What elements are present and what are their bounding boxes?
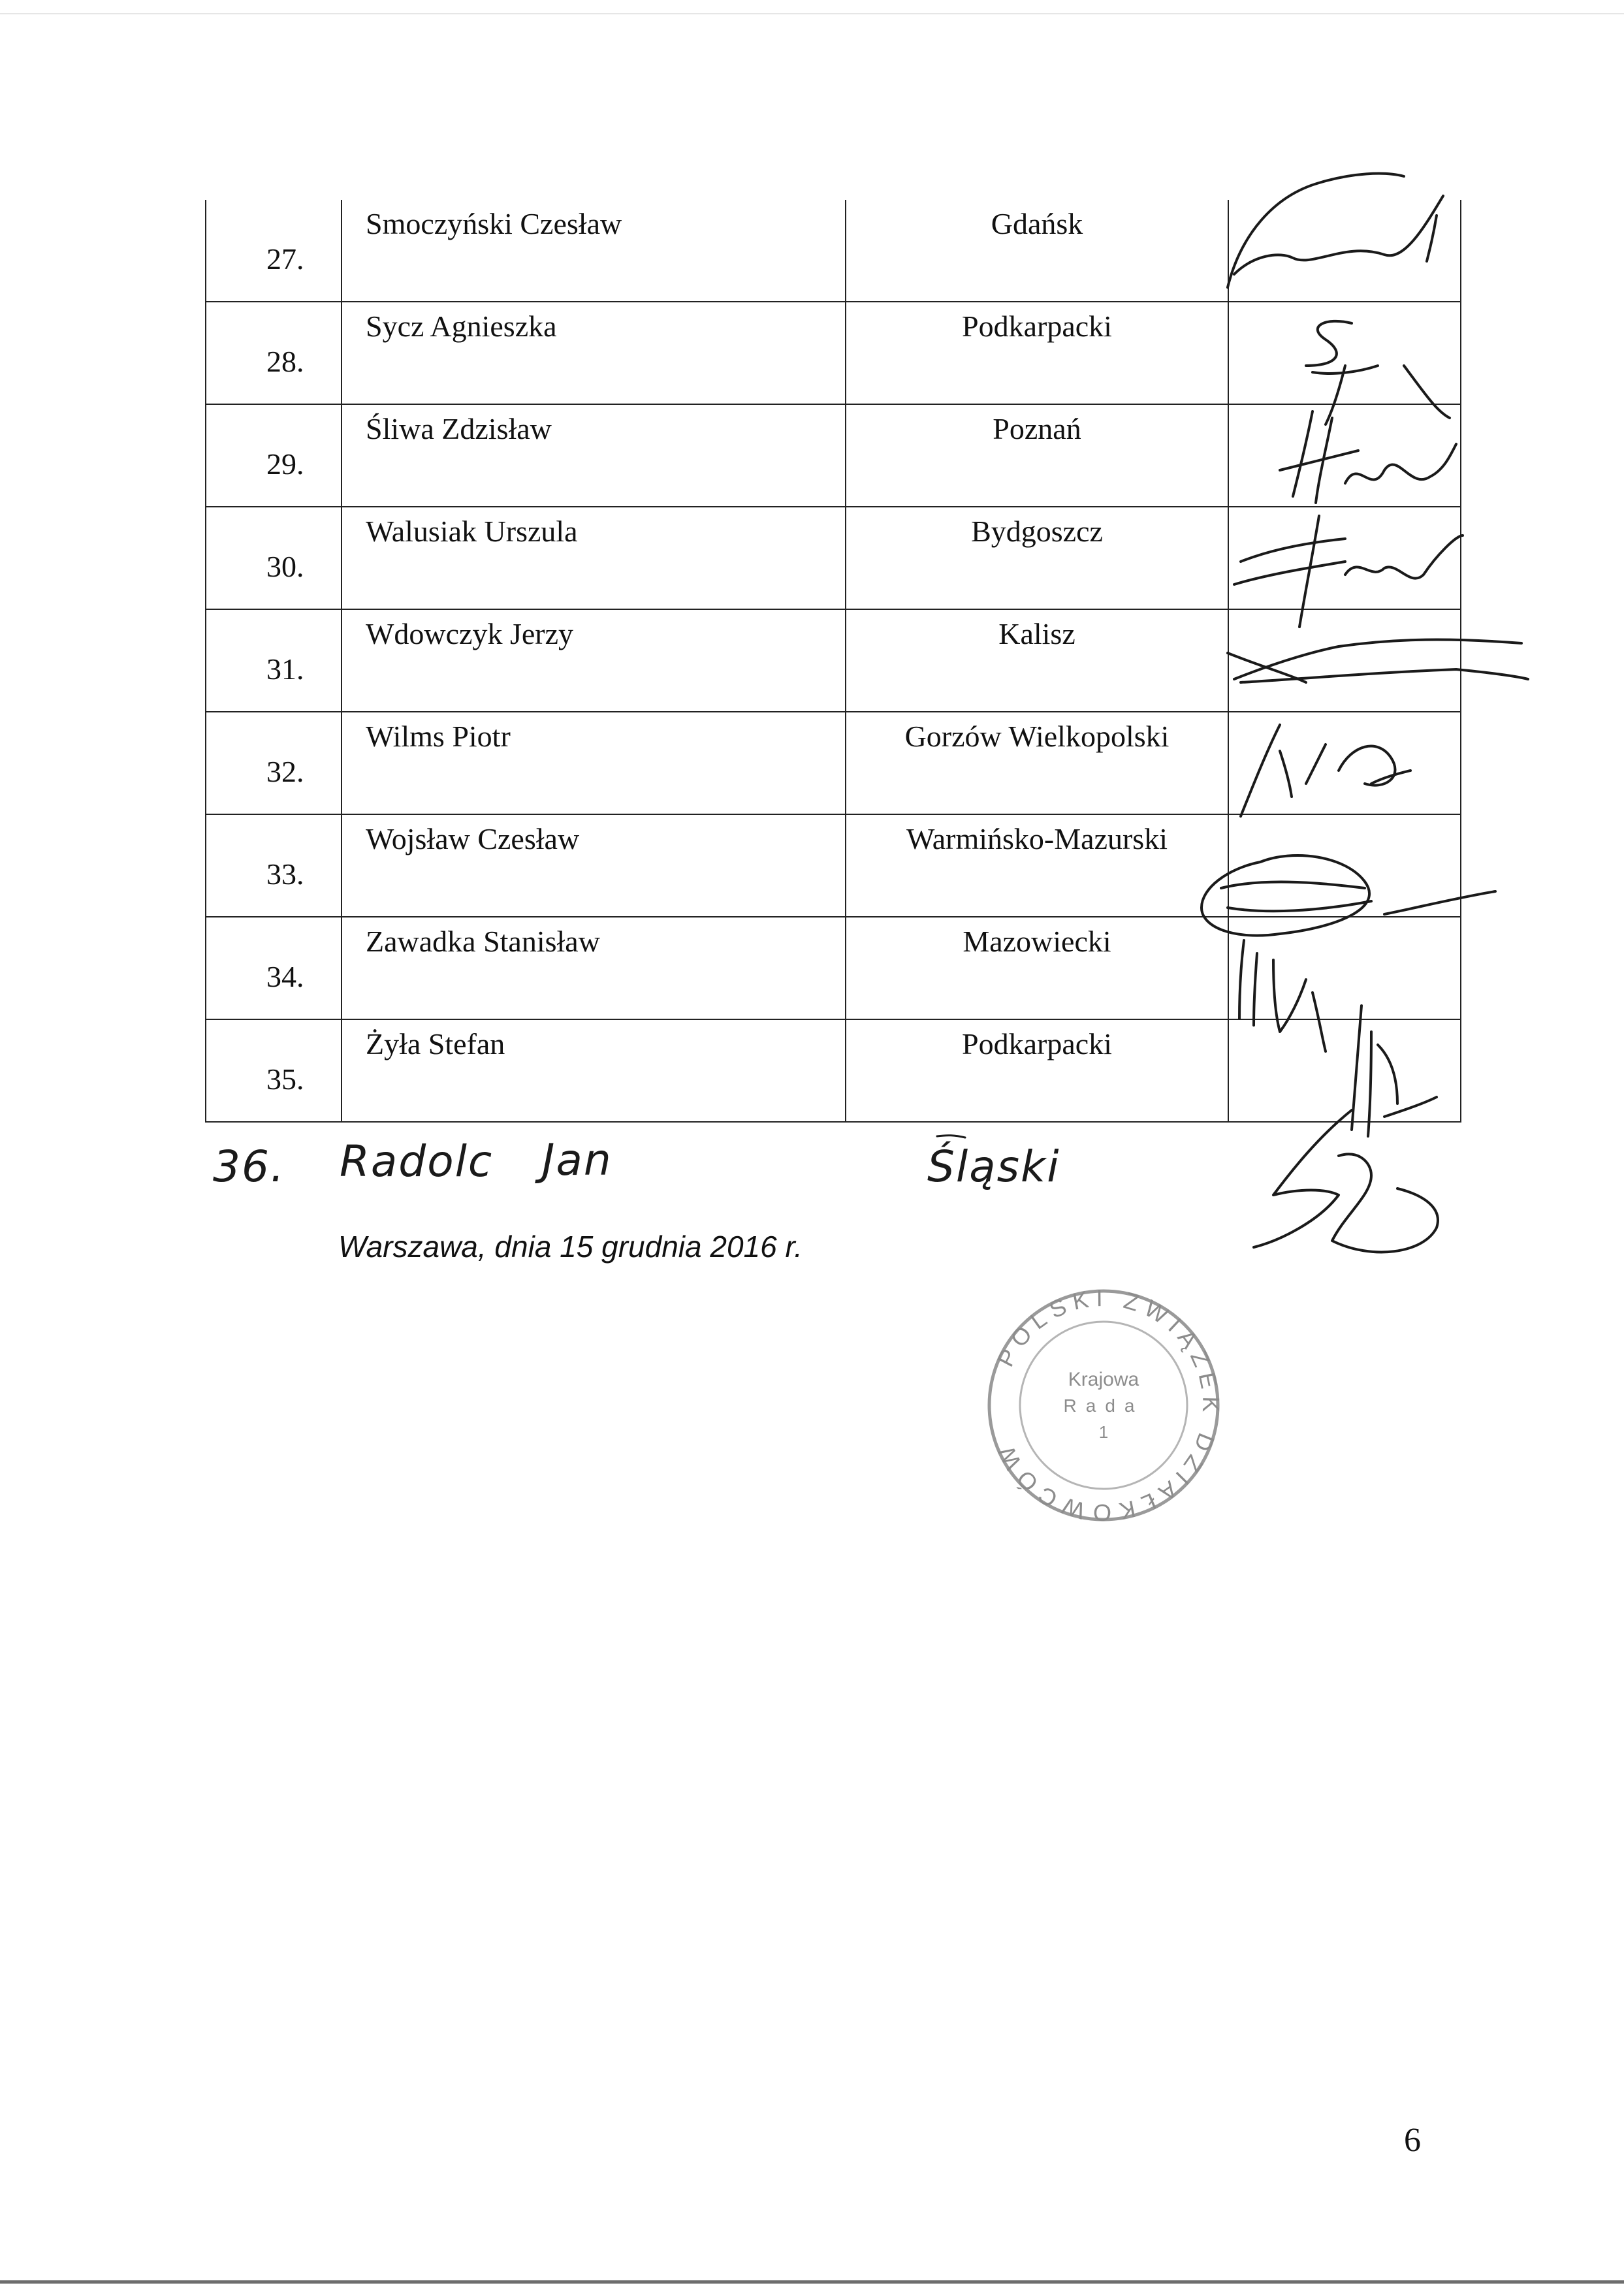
member-name: Smoczyński Czesław xyxy=(366,207,622,240)
row-number: 32. xyxy=(266,755,304,788)
region-name: Podkarpacki xyxy=(962,310,1112,343)
row-number: 29. xyxy=(266,447,304,481)
row-number: 28. xyxy=(266,345,304,378)
region-name: Bydgoszcz xyxy=(971,515,1103,548)
signature-28 xyxy=(1306,321,1450,424)
member-name: Żyła Stefan xyxy=(366,1027,505,1060)
page-number: 6 xyxy=(1404,2122,1421,2159)
signature-35 xyxy=(1352,1006,1437,1136)
row-number: 27. xyxy=(266,242,304,276)
member-name: Zawadka Stanisław xyxy=(366,925,600,958)
region-name: Gdańsk xyxy=(991,207,1083,240)
stamp-inner-line3: 1 xyxy=(1098,1422,1109,1442)
row-number: 33. xyxy=(266,857,304,891)
member-name: Śliwa Zdzisław xyxy=(366,412,552,445)
row-number: 34. xyxy=(266,960,304,993)
region-name: Kalisz xyxy=(998,617,1075,650)
signature-36 xyxy=(1254,1110,1438,1252)
signature-34 xyxy=(1239,940,1326,1051)
handwritten-first-name: Jan xyxy=(542,1135,613,1185)
member-name: Wdowczyk Jerzy xyxy=(366,617,574,650)
region-name: Poznań xyxy=(993,412,1081,445)
stamp-outer-text: POLSKI ZWIĄZEK DZIAŁKOWCÓW xyxy=(989,1284,1225,1527)
region-name: Gorzów Wielkopolski xyxy=(904,720,1170,753)
region-name: Warmińsko-Mazurski xyxy=(906,822,1168,855)
signature-30 xyxy=(1234,516,1463,627)
handwritten-row-number: 36. xyxy=(213,1141,285,1192)
handwritten-surname: Radolc xyxy=(340,1136,494,1187)
signature-31 xyxy=(1228,640,1528,682)
scan-edge-bottom xyxy=(0,2280,1624,2284)
stamp xyxy=(989,1284,1224,1527)
stamp-inner-line2: Rada xyxy=(1063,1395,1144,1416)
member-name: Wilms Piotr xyxy=(366,720,511,753)
signature-33 xyxy=(1202,855,1495,936)
signature-29 xyxy=(1280,411,1456,503)
member-name: Walusiak Urszula xyxy=(366,515,578,548)
stamp-inner-line1: Krajowa xyxy=(1068,1369,1139,1390)
place-date-line: Warszawa, dnia 15 grudnia 2016 r. xyxy=(338,1230,803,1264)
signature-32 xyxy=(1241,725,1410,816)
member-name: Wojsław Czesław xyxy=(366,822,580,855)
region-name: Mazowiecki xyxy=(963,925,1111,958)
region-name: Podkarpacki xyxy=(962,1027,1112,1060)
signature-27 xyxy=(1228,174,1443,287)
row-number: 30. xyxy=(266,550,304,583)
member-name: Sycz Agnieszka xyxy=(366,310,557,343)
handwritten-region: Śląski xyxy=(927,1141,1060,1192)
row-number: 31. xyxy=(266,652,304,686)
row-number: 35. xyxy=(266,1062,304,1096)
